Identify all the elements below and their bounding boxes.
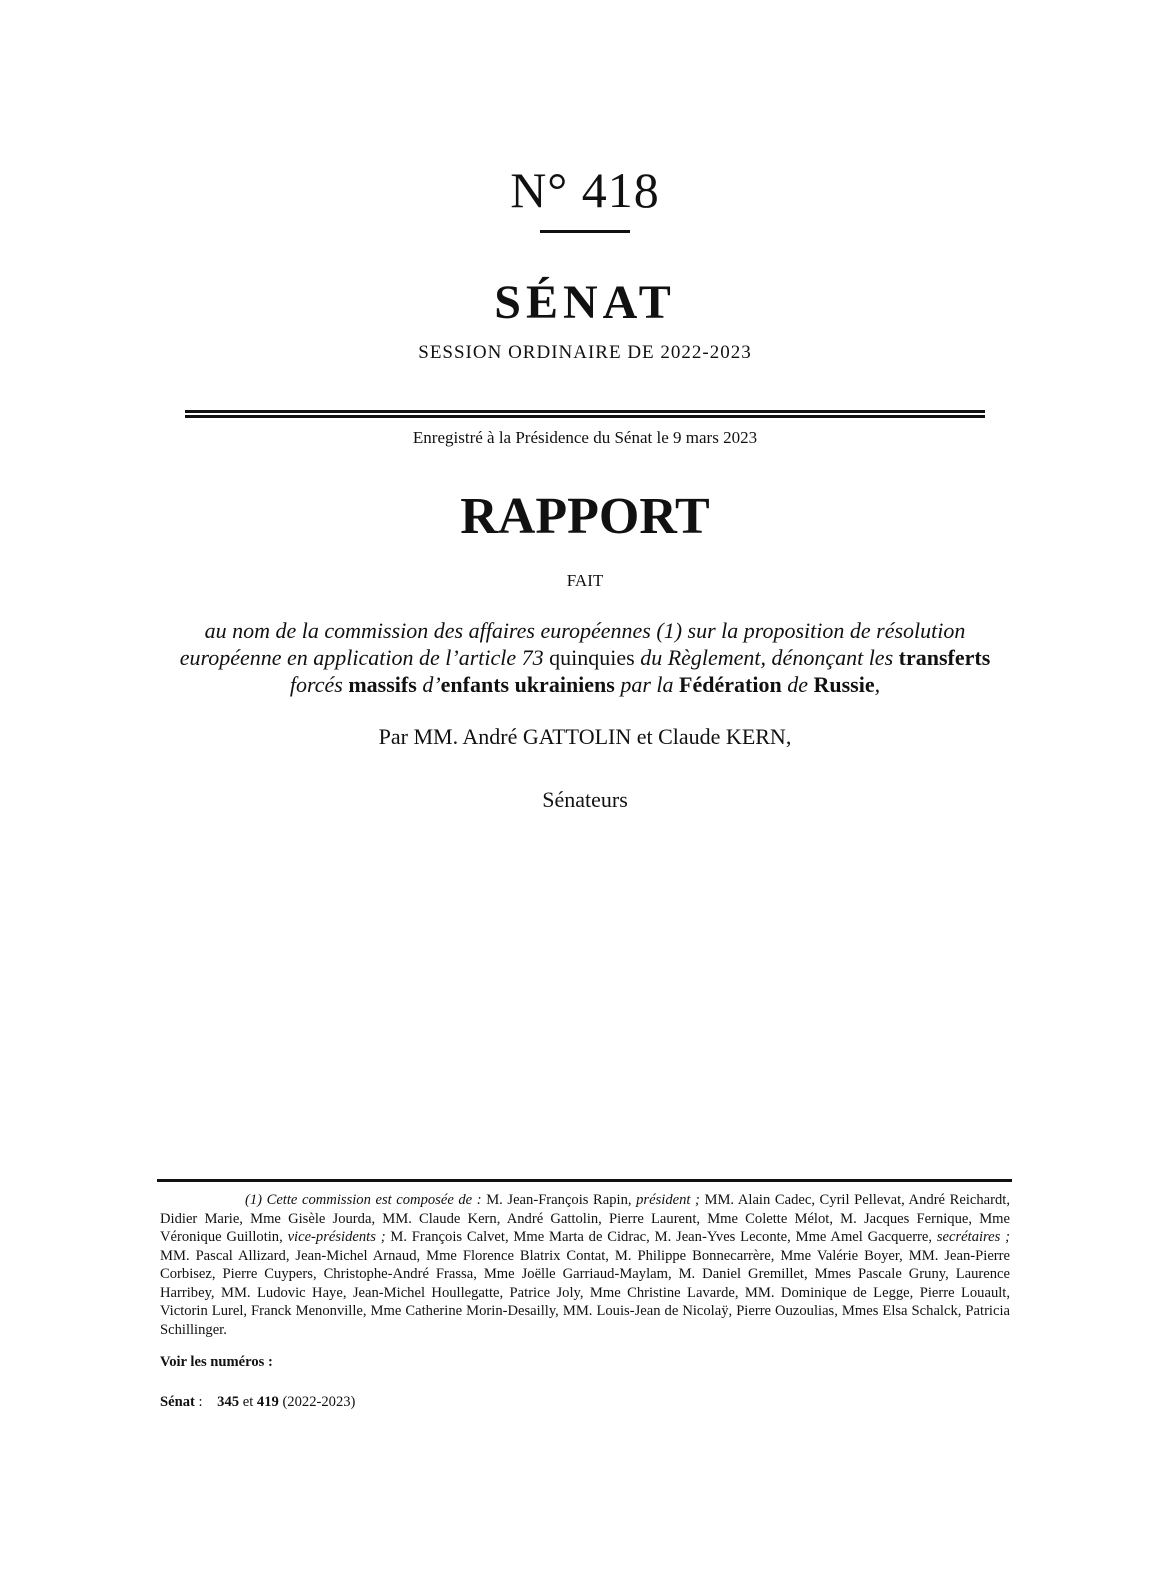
references-chamber: Sénat (160, 1394, 195, 1410)
subject-part: d’ (416, 672, 441, 697)
subject-part: transferts (898, 645, 991, 670)
session-line: SESSION ORDINAIRE DE 2022-2023 (418, 342, 752, 363)
footnote-role: président ; (636, 1192, 700, 1208)
subject-part: Russie (813, 672, 875, 697)
footnote-text: MM. Pascal Allizard, Jean-Michel Arnaud, Mme Florence Blatrix Contat, M. Philippe Bonnecarrère, Mme Valérie Boyer, MM. Jean-Pierre Corbisez, Pierre Cuypers, Christophe-André Frassa, Mme Joëlle Garriaud-Maylam, M. Daniel Gremillet, Mmes Pascale Gruny, Laurence Harribey, MM. Ludovic Haye, Jean-Michel Houllegatte, Patrice Joly, Mme Christine Lavarde, MM. Dominique de Legge, Pierre Louault, Victorin Lurel, Franck Menonville, Mme Catherine Morin-Desailly, MM. Louis-Jean de Nicolaÿ, Pierre Ouzoulias, Mmes Elsa Schalck, Patricia Schillinger. (160, 1247, 1010, 1338)
short-divider (540, 230, 630, 233)
subject-part: par la (614, 672, 680, 697)
authors-role: Sénateurs (542, 787, 628, 812)
subject-part: , (874, 672, 881, 697)
footnote-divider (157, 1179, 1012, 1182)
report-number: N° 418 (510, 162, 660, 218)
references-separator: : (194, 1394, 218, 1410)
references-line (160, 1393, 355, 1411)
chamber-title: SÉNAT (494, 276, 676, 329)
footnote-role: secrétaires ; (936, 1229, 1010, 1245)
references-conjunction: et (239, 1394, 257, 1410)
subject-part: massifs (348, 672, 417, 697)
subject-part: quinquies (549, 645, 635, 670)
document-type-title: RAPPORT (460, 488, 710, 545)
footnote-lead: (1) Cette commission est composée de : (245, 1192, 482, 1208)
subject-part: du Règlement, dénonçant les (634, 645, 899, 670)
made-label: FAIT (566, 571, 604, 590)
reference-number: 345 (217, 1394, 240, 1410)
report-subject (160, 617, 1010, 698)
subject-part: forcés (289, 672, 349, 697)
references-years: (2022-2023) (278, 1394, 356, 1410)
footnote-role: vice-présidents ; (287, 1229, 386, 1245)
footnote-text: M. Jean-François Rapin, (481, 1192, 637, 1208)
subject-part: au nom de la commission des affaires européennes (1) sur la proposition de résolution européenne en application de l’article 73 (179, 618, 966, 670)
subject-part: enfants ukrainiens (440, 672, 615, 697)
registration-date: Enregistré à la Présidence du Sénat le 9 mars 2023 (412, 428, 758, 447)
references-heading: Voir les numéros : (160, 1354, 273, 1370)
authors-line: Par MM. André GATTOLIN et Claude KERN, (378, 724, 792, 749)
subject-part: Fédération (679, 672, 782, 697)
subject-part: de (781, 672, 814, 697)
footnote-text: MM. Alain Cadec, Cyril Pellevat, André Reichardt, Didier Marie, Mme Gisèle Jourda, MM. Claude Kern, André Gattolin, Pierre Laurent, Mme Colette Mélot, M. Jacques Fernique, Mme Véronique Guillotin, (160, 1192, 1010, 1245)
footnote-commission-members (160, 1191, 1010, 1339)
reference-number: 419 (256, 1394, 279, 1410)
footnote-text: M. François Calvet, Mme Marta de Cidrac, M. Jean-Yves Leconte, Mme Amel Gacquerre, (385, 1229, 937, 1245)
double-divider (185, 410, 985, 418)
